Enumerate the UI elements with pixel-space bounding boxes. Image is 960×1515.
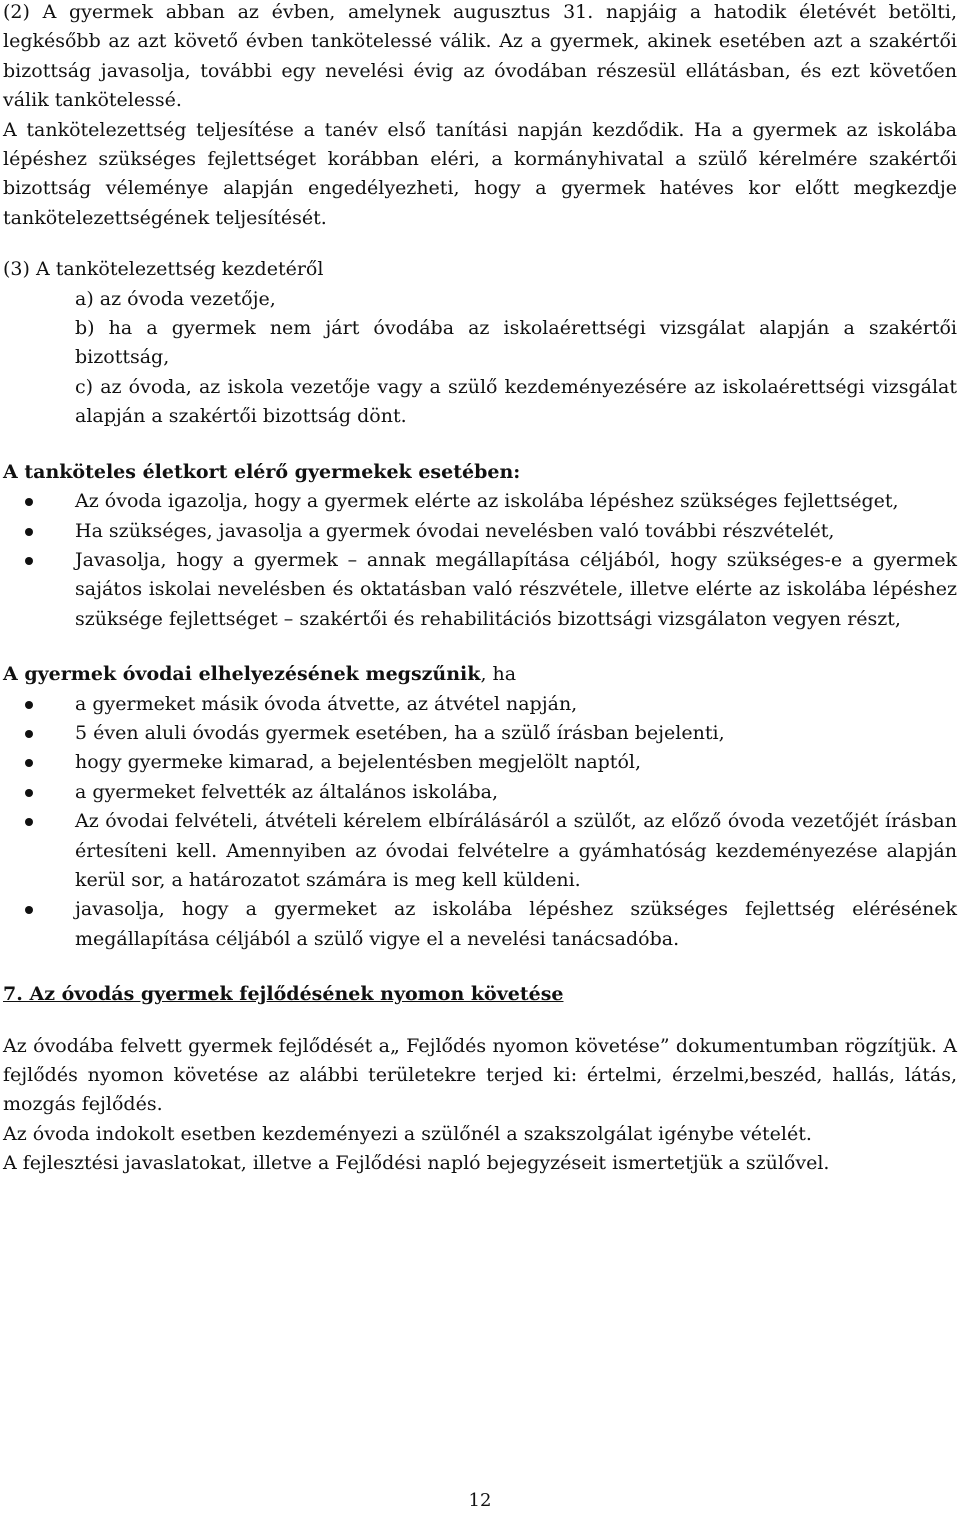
section-tankoteles-heading: A tanköteles életkort elérő gyermekek esetében: <box>3 460 521 483</box>
section-tankoteles-list <box>3 487 957 634</box>
list-item-text: a gyermeket felvették az általános iskolába, <box>75 780 499 803</box>
section-7-paragraph-3: A fejlesztési javaslatokat, illetve a Fejlődési napló bejegyzéseit ismertetjük a szülővel. <box>3 1152 830 1175</box>
bullet-icon <box>25 528 33 536</box>
bullet-icon <box>25 498 33 506</box>
list-item <box>3 487 957 516</box>
paragraph-2-part-1: (2) A gyermek abban az évben, amelynek augusztus 31. napjáig a hatodik életévét betölti, legkésőbb az azt követő évben tankötelessé válik. Az a gyermek, akinek esetében azt a szakértői bizottság javasolja, további egy nevelési évig az óvodában részesül ellátásban, és ezt követően válik tankötelessé. <box>3 1 957 112</box>
list-item <box>3 895 957 954</box>
list-item-text: Az óvoda igazolja, hogy a gyermek elérte az iskolába lépéshez szükséges fejlettséget, <box>75 490 899 513</box>
paragraph-3-list <box>3 285 957 432</box>
document-page <box>3 0 957 1179</box>
section-megszunik-heading-bold: A gyermek óvodai elhelyezésének megszűnik <box>3 663 481 686</box>
list-item <box>3 778 957 807</box>
bullet-icon <box>25 557 33 565</box>
list-item <box>3 690 957 719</box>
bullet-icon <box>25 789 33 797</box>
section-7-paragraph-1: Az óvodába felvett gyermek fejlődését a„ Fejlődés nyomon követése” dokumentumban rögzítjük. A fejlődés nyomon követése az alábbi területekre terjed ki: értelmi, érzelmi,beszéd, hallás, látás, mozgás fejlődés. <box>3 1034 957 1116</box>
section-megszunik-heading-rest: , ha <box>480 663 517 686</box>
bullet-icon <box>25 730 33 738</box>
list-item-text: Ha szükséges, javasolja a gyermek óvodai nevelésben való további részvételét, <box>75 519 835 542</box>
bullet-icon <box>25 759 33 767</box>
paragraph-3-item-b: b) ha a gyermek nem járt óvodába az iskolaérettségi vizsgálat alapján a szakértői bizottság, <box>75 317 957 369</box>
section-megszunik-heading <box>3 660 957 689</box>
list-item <box>3 719 957 748</box>
list-item-text: hogy gyermeke kimarad, a bejelentésben megjelölt naptól, <box>75 751 642 774</box>
bullet-icon <box>25 818 33 826</box>
bullet-icon <box>25 906 33 914</box>
list-item <box>3 748 957 777</box>
list-item-text: 5 éven aluli óvodás gyermek esetében, ha a szülő írásban bejelenti, <box>75 721 725 744</box>
paragraph-3-intro: (3) A tankötelezettség kezdetéről <box>3 258 324 281</box>
paragraph-3-item-c: c) az óvoda, az iskola vezetője vagy a szülő kezdeményezésére az iskolaérettségi vizsgálat alapján a szakértői bizottság dönt. <box>75 375 957 428</box>
page-number: 12 <box>468 1490 492 1511</box>
section-7-paragraph-2: Az óvoda indokolt esetben kezdeményezi a szülőnél a szakszolgálat igénybe vételét. <box>3 1122 812 1145</box>
section-megszunik-list <box>3 690 957 955</box>
list-item <box>3 546 957 634</box>
list-item-text: javasolja, hogy a gyermeket az iskolába lépéshez szükséges fejlettség elérésének megállapítása céljából a szülő vigye el a nevelési tanácsadóba. <box>75 898 957 950</box>
paragraph-3-item-a: a) az óvoda vezetője, <box>75 287 276 310</box>
paragraph-2-part-2: A tankötelezettség teljesítése a tanév első tanítási napján kezdődik. Ha a gyermek az iskolába lépéshez szükséges fejlettséget korábban eléri, a kormányhivatal a szülő kérelmére szakértői bizottság véleménye alapján engedélyezheti, hogy a gyermek hatéves kor előtt megkezdje tankötelezettségének teljesítését. <box>3 118 957 229</box>
list-item-text: Javasolja, hogy a gyermek – annak megállapítása céljából, hogy szükséges-e a gyermek sajátos iskolai nevelésben és oktatásban való részvétele, illetve elérte az iskolába lépéshez szüksége fejlettséget – szakértői és rehabilitációs bizottsági vizsgálaton vegyen részt, <box>75 548 957 630</box>
list-item-text: Az óvodai felvételi, átvételi kérelem elbírálásáról a szülőt, az előző óvoda vezetőjét írásban értesíteni kell. Amennyiben az óvodai felvételre a gyámhatóság kezdeményezése alapján kerül sor, a határozatot számára is meg kell küldeni. <box>75 810 957 891</box>
section-7-heading: 7. Az óvodás gyermek fejlődésének nyomon követése <box>3 983 564 1006</box>
list-item <box>3 517 957 546</box>
list-item <box>3 807 957 895</box>
bullet-icon <box>25 701 33 709</box>
list-item-text: a gyermeket másik óvoda átvette, az átvétel napján, <box>75 692 578 715</box>
